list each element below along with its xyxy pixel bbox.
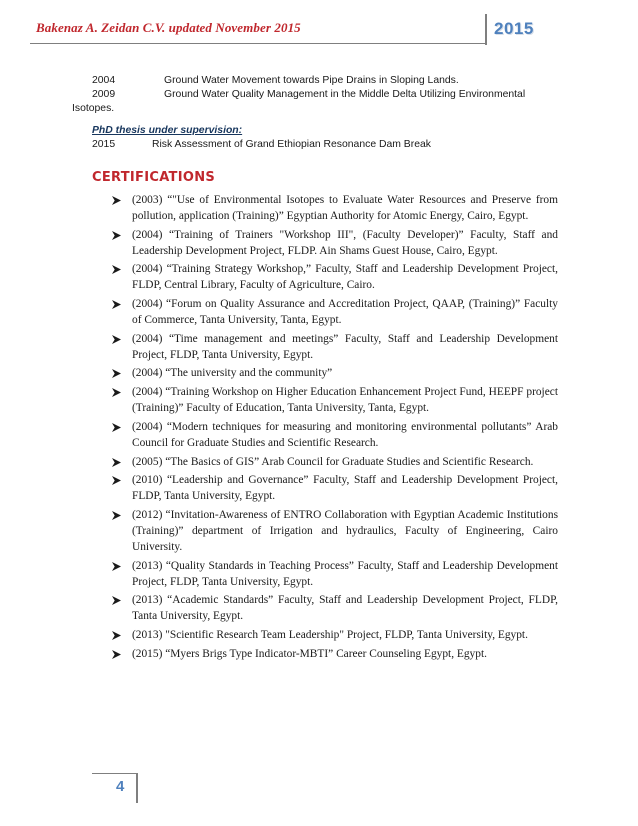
- arrow-bullet-icon: [112, 335, 121, 344]
- footer-divider: [136, 773, 138, 803]
- arrow-bullet-icon: [112, 369, 121, 378]
- certification-item: [112, 227, 558, 259]
- certification-text: (2013) “Academic Standards” Faculty, Staff and Leadership Development Project, FLDP, Tanta University, Egypt.: [132, 594, 558, 623]
- arrow-bullet-icon: [112, 231, 121, 240]
- arrow-bullet-icon: [112, 511, 121, 520]
- arrow-bullet-icon: [112, 562, 121, 571]
- arrow-bullet-icon: [112, 388, 121, 397]
- phd-year: 2015: [92, 139, 116, 150]
- certification-text: (2013) "Scientific Research Team Leadership" Project, FLDP, Tanta University, Egypt.: [132, 628, 528, 641]
- certification-text: (2013) “Quality Standards in Teaching Process” Faculty, Staff and Leadership Development Project, FLDP, Tanta University, Egypt.: [132, 559, 558, 588]
- arrow-bullet-icon: [112, 265, 121, 274]
- arrow-bullet-icon: [112, 458, 121, 467]
- certification-item: [112, 472, 558, 504]
- certifications-heading: CERTIFICATIONS: [92, 170, 216, 185]
- certification-text: (2010) “Leadership and Governance” Faculty, Staff and Leadership Development Project, FLDP, Tanta University, Egypt.: [132, 474, 558, 503]
- arrow-bullet-icon: [112, 650, 121, 659]
- certification-item: [112, 261, 558, 293]
- certification-item: [112, 592, 558, 624]
- certification-item: [112, 192, 558, 224]
- research-text: Ground Water Quality Management in the Middle Delta Utilizing Environmental: [164, 89, 526, 100]
- certification-item: [112, 646, 558, 662]
- arrow-bullet-icon: [112, 596, 121, 605]
- certification-item: [112, 365, 558, 381]
- research-text-wrap: Isotopes.: [72, 103, 115, 114]
- certification-text: (2012) “Invitation-Awareness of ENTRO Collaboration with Egyptian Academic Institutions (Training)” department of Irrigation and hydraulics, Faculty of Engineering, Cairo University.: [132, 508, 558, 553]
- certification-text: (2004) “Time management and meetings” Faculty, Staff and Leadership Development Project, FLDP, Tanta University, Egypt.: [132, 332, 558, 361]
- phd-text: Risk Assessment of Grand Ethiopian Resonance Dam Break: [152, 139, 431, 150]
- page-number: 4: [116, 778, 125, 795]
- certification-text: (2004) “Forum on Quality Assurance and Accreditation Project, QAAP, (Training)” Faculty of Commerce, Tanta University, Tanta, Egypt.: [132, 298, 558, 327]
- certification-item: [112, 507, 558, 555]
- research-year: 2004: [92, 75, 116, 86]
- arrow-bullet-icon: [112, 196, 121, 205]
- research-entry: [92, 74, 562, 88]
- certifications-list: [112, 192, 558, 664]
- arrow-bullet-icon: [112, 300, 121, 309]
- header-rule: [30, 43, 485, 44]
- certification-item: [112, 296, 558, 328]
- phd-heading: PhD thesis under supervision:: [92, 125, 243, 136]
- arrow-bullet-icon: [112, 631, 121, 640]
- research-entry: [92, 88, 562, 102]
- certification-text: (2004) “Training of Trainers "Workshop III", (Faculty Developer)” Faculty, Staff and Leadership Development Project, FLDP. Ain Shams Guest House, Cairo, Egypt.: [132, 228, 558, 257]
- research-section: [72, 74, 562, 152]
- phd-entry: [92, 138, 562, 152]
- research-text: Ground Water Movement towards Pipe Drains in Sloping Lands.: [164, 75, 459, 86]
- certification-text: (2004) “Training Workshop on Higher Education Enhancement Project Fund, HEEPF project (Training)” Faculty of Education, Tanta University, Tanta, Egypt.: [132, 386, 558, 415]
- certification-text: (2004) “The university and the community”: [132, 367, 333, 380]
- footer-rule: [92, 773, 136, 774]
- arrow-bullet-icon: [112, 423, 121, 432]
- arrow-bullet-icon: [112, 476, 121, 485]
- certification-item: [112, 454, 558, 470]
- header-year: 2015: [494, 19, 534, 38]
- certification-item: [112, 558, 558, 590]
- research-year: 2009: [92, 89, 116, 100]
- certification-text: (2005) “The Basics of GIS” Arab Council for Graduate Studies and Scientific Research.: [132, 455, 534, 468]
- certification-text: (2004) “Training Strategy Workshop,” Faculty, Staff and Leadership Development Project, FLDP, Central Library, Faculty of Agriculture, Cairo.: [132, 263, 558, 292]
- certification-text: (2004) “Modern techniques for measuring and monitoring environmental pollutants” Arab Council for Graduate Studies and Scientific Research.: [132, 420, 558, 449]
- header-divider: [485, 14, 487, 45]
- certification-item: [112, 419, 558, 451]
- certification-item: [112, 384, 558, 416]
- certification-item: [112, 627, 558, 643]
- certification-text: (2015) “Myers Brigs Type Indicator-MBTI” Career Counseling Egypt, Egypt.: [132, 647, 487, 660]
- document-header-title: Bakenaz A. Zeidan C.V. updated November 2015: [36, 20, 301, 35]
- certification-text: (2003) “"Use of Environmental Isotopes to Evaluate Water Resources and Preserve from pollution, application (Training)” Egyptian Authority for Atomic Energy, Cairo, Egypt.: [132, 194, 558, 222]
- certification-item: [112, 331, 558, 363]
